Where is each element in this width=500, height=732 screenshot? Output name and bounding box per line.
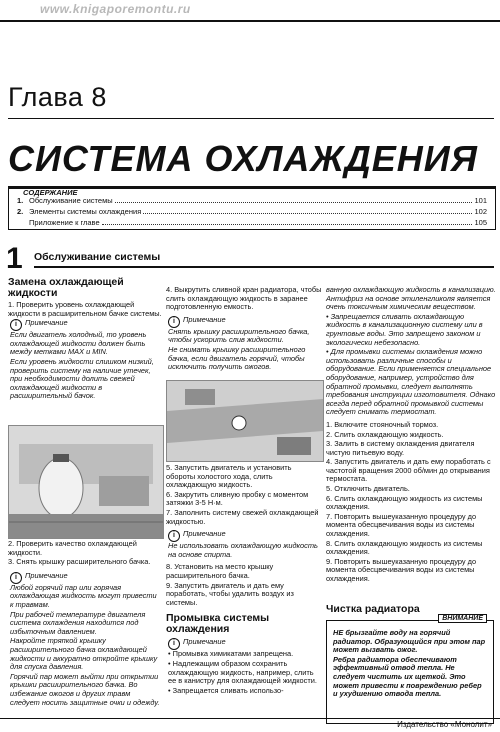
note-icon: i: [10, 572, 22, 584]
note-text: Накройте тряпкой крышку расширительного бачка охлаждающей жидкости и аккуратно откройте крышку для спуска давления.: [10, 636, 158, 672]
warning-badge: ВНИМАНИЕ: [438, 614, 487, 623]
flush-note-text: • Запрещается сливать охлаждающую жидкость в канализационную систему или в грунтовые воды. Это запрещено законом и экологически небезопасно.: [326, 311, 483, 347]
flush-note-text: ванную охлаждающую жидкость в канализацию. Антифриз на основе этиленгликоля является очень токсичным химическим веществом.: [326, 285, 496, 312]
toc-page: 105: [474, 218, 487, 227]
toc-leader: [143, 213, 472, 214]
warning-text: Ребра радиатора обеспечивают эффективный отвод тепла. Не следует чистить их щеткой. Это может привести к повреждению ребер и ухудшению отвода тепла.: [333, 654, 482, 699]
toc-text: Обслуживание системы: [29, 196, 113, 205]
toc-text: Приложение к главе: [29, 218, 100, 227]
column-2-continued: [166, 464, 322, 696]
note-icon: i: [10, 319, 22, 331]
heading-coolant-replacement: Замена охлаждающей жидкости: [8, 276, 124, 299]
toc-num: 1.: [17, 196, 24, 205]
note-label: Примечание: [183, 529, 226, 539]
chapter-rule: [8, 118, 494, 119]
section-rule: [34, 266, 494, 268]
flush-step-2: 2. Слить охлаждающую жидкость.: [326, 429, 444, 439]
toc-text: Элементы системы охлаждения: [29, 207, 142, 216]
note-text: Не снимать крышку расширительного бачка, если двигатель горячий, чтобы исключить получить ожогов.: [168, 344, 306, 372]
note-text: Если двигатель холодный, то уровень охлаждающей жидкости должен быть между метками MAX и MIN.: [10, 330, 147, 357]
flush-step-1: 1. Включите стояночный тормоз.: [326, 419, 439, 429]
note-label: Примечание: [25, 318, 68, 328]
toc-row[interactable]: [17, 206, 487, 216]
note-text: Горячий пар может выйти при открытии крышки расширительного бачка. Во избежание ожогов и других травм следует носить защитные очки и одежду.: [10, 671, 160, 707]
chapter-label: Глава 8: [8, 82, 107, 112]
column-1: [8, 277, 162, 402]
note-icon: i: [168, 638, 180, 650]
watermark: www.knigaporemontu.ru: [40, 2, 191, 16]
toc-num: 2.: [17, 207, 24, 216]
note-icon: i: [168, 316, 180, 328]
column-2: [166, 286, 322, 373]
flush-note-text: • Для промывки системы охлаждения можно использовать различные способы и оборудование. Если применяется специальное оборудование, например, устройство для обратной промывки, следует выполнять требования инструкции изготовителя. Однако всегда перед обратной промывкой системы следует снимать термостат.: [326, 347, 496, 417]
table-of-contents: [8, 186, 496, 230]
publisher-footer: Издательство «Монолит»: [397, 720, 492, 729]
drain-plug-illustration: [167, 381, 323, 461]
toc-heading: СОДЕРЖАНИЕ: [23, 188, 78, 197]
step-5: 5. Запустить двигатель и установить обороты холостого хода, слить охлаждающую жидкость.: [166, 463, 292, 490]
flush-step-9: 9. Повторить вышеуказанную процедуру до момента обесцвечивания воды из системы охлаждения.: [326, 556, 477, 583]
warning-box: [326, 615, 494, 724]
note-text: Если уровень жидкости слишком низкий, проверить систему на наличие утечек, при необходимости долить свежей охлаждающей жидкости в расширительный бачок.: [10, 356, 154, 401]
note-label: Примечание: [183, 637, 226, 647]
step-7: 7. Заполнить систему свежей охлаждающей жидкостью.: [166, 507, 319, 526]
flush-step-8: 8. Слить охлаждающую жидкость из системы охлаждения.: [326, 538, 483, 557]
note-icon: i: [168, 530, 180, 542]
expansion-tank-illustration: [9, 426, 163, 538]
page-title: СИСТЕМА ОХЛАЖДЕНИЯ: [8, 138, 478, 179]
flush-step-3: 3. Залить в систему охлаждения двигателя чистую питьевую воду.: [326, 439, 475, 457]
heading-flushing: Промывка системы охлаждения: [166, 612, 270, 636]
note-label: Примечание: [25, 570, 68, 580]
flush-step-5: 5. Отключить двигатель.: [326, 484, 410, 494]
photo-expansion-tank: [8, 425, 164, 539]
toc-leader: [115, 202, 473, 203]
warning-content: [333, 629, 487, 700]
step-9: 9. Запустить двигатель и дать ему поработать, чтобы удалить воздух из системы.: [166, 580, 294, 607]
toc-row[interactable]: [17, 195, 487, 205]
toc-leader: [102, 224, 473, 225]
flush-step-4: 4. Запустить двигатель и дать ему поработать с частотой вращения 2000 об/мин до открывания термостата.: [326, 457, 491, 484]
top-rule: [0, 20, 500, 22]
step-1: 1. Проверить уровень охлаждающей жидкости в расширительном бачке системы.: [8, 300, 162, 318]
step-4: 4. Выкрутить сливной кран радиатора, чтобы слить охлаждающую жидкость в заранее подготовленную емкость.: [166, 285, 322, 312]
photo-drain-plug: [166, 380, 324, 462]
section-title: Обслуживание системы: [34, 251, 161, 263]
step-2: 2. Проверить качество охлаждающей жидкости.: [8, 539, 137, 557]
column-1-continued: [8, 540, 162, 708]
heading-radiator-cleaning: Чистка радиатора: [326, 603, 420, 615]
column-3: [326, 286, 496, 585]
note-text: Не использовать охлаждающую жидкость на основе спирта.: [168, 541, 318, 559]
step-8: 8. Установить на место крышку расширительного бачка.: [166, 562, 274, 580]
note-text: • Промывка химикатами запрещена.: [168, 649, 294, 659]
note-label: Примечание: [183, 314, 226, 324]
toc-page: 101: [474, 196, 487, 205]
flush-step-6: 6. Слить охлаждающую жидкость из системы охлаждения.: [326, 493, 483, 512]
toc-row[interactable]: [17, 217, 487, 227]
flush-step-7: 7. Повторить вышеуказанную процедуру до момента обесцвечивания воды из системы охлаждения.: [326, 511, 477, 539]
warning-text: НЕ брызгайте воду на горячий радиатор. Образующийся при этом пар может вызвать ожог.: [333, 628, 486, 655]
footer-rule: [0, 718, 500, 719]
note-text: • Запрещается сливать использо-: [168, 685, 284, 695]
note-text: Снять крышку расширительного бачка, чтобы ускорить слив жидкости.: [168, 326, 310, 345]
step-3: 3. Снять крышку расширительного бачка.: [8, 557, 151, 567]
toc-page: 102: [474, 207, 487, 216]
note-text: При рабочей температуре двигателя система охлаждения находится под избыточным давлением.: [10, 609, 146, 636]
step-6: 6. Закрутить сливную пробку с моментом затяжки 3-5 Н·м.: [166, 489, 309, 508]
note-text: Любой горячий пар или горячая охлаждающая жидкость могут привести к травмам.: [10, 582, 157, 609]
section-number: 1: [6, 242, 23, 275]
note-text: • Надлежащим образом сохранить охлаждающую жидкость, например, слить ее в канистру для охлаждающей жидкости.: [168, 658, 317, 686]
